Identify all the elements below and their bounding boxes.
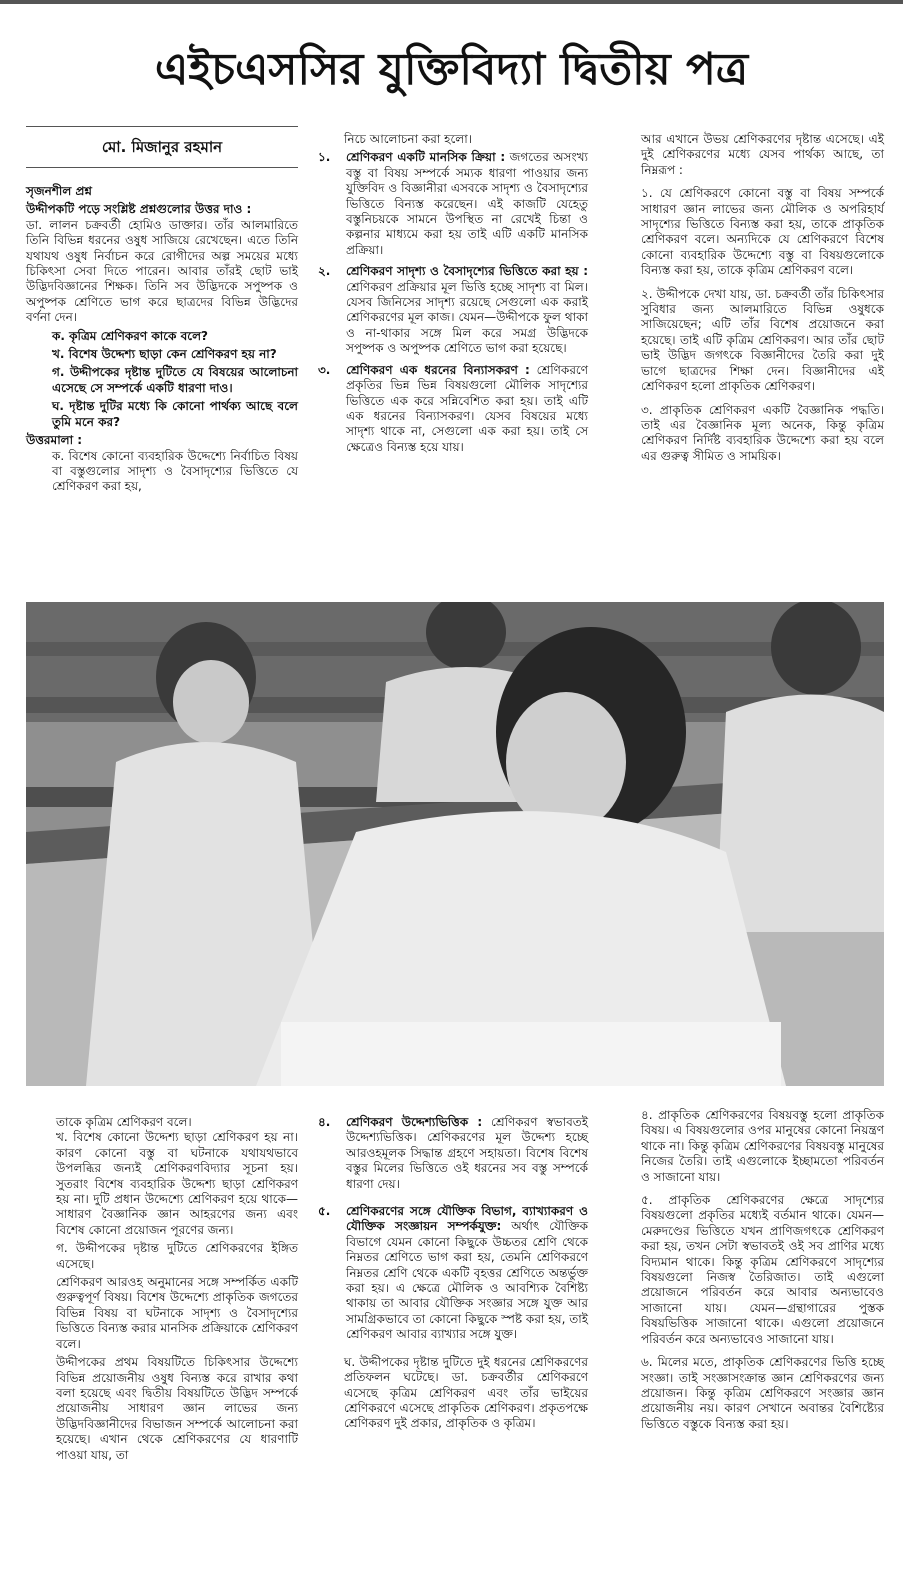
- question-gh: ঘ. দৃষ্টান্ত দুটির মধ্যে কি কোনো পার্থক্য আছে বলে তুমি মনে কর?: [52, 399, 298, 429]
- paragraph: শ্রেণিকরণ আরওহ অনুমানের সঙ্গে সম্পর্কিত একটি গুরুত্বপূর্ণ বিষয়। বিশেষ উদ্দেশ্যে প্রাকৃতিক জগতের বিভিন্ন বিষয় বা ঘটনাকে সাদৃশ্য ও বৈসাদৃশ্যের ভিত্তিতে বিন্যস্ত করার মানসিক প্রক্রিয়াকে শ্রেণিকরণ বলে।: [56, 1275, 298, 1351]
- section-heading: সৃজনশীল প্রশ্ন: [26, 184, 92, 198]
- paragraph: খ. বিশেষ কোনো উদ্দেশ্য ছাড়া শ্রেণিকরণ হয় না। কারণ কোনো বস্তু বা ঘটনাকে যথাযথভাবে উপলব্ধির জন্যই শ্রেণিকরণবিদ্যার সূচনা হয়। সুতরাং বিশেষ ব্যবহারিক উদ্দেশ্য ছাড়া শ্রেণিকরণ হয় না। দুটি প্রধান উদ্দেশ্যে শ্রেণিকরণ হয়ে থাকে—সাধারণ বৈজ্ঞানিক জ্ঞান আহরণের জন্য এবং বিশেষ কোনো প্রয়োজন পূরণের জন্য।: [56, 1130, 298, 1237]
- question-g: গ. উদ্দীপকের দৃষ্টান্ত দুটিতে যে বিষয়ের আলোচনা এসেছে সে সম্পর্কে একটি ধারণা দাও।: [52, 365, 298, 395]
- photo-illustration-icon: [26, 602, 884, 1086]
- item-text: শ্রেণিকরণ স্বভাবতই উদ্দেশ্যভিত্তিক। শ্রেণিকরণের মূল উদ্দেশ্য হচ্ছে আরওহমূলক সিদ্ধান্ত গ্রহণে সহায়তা। বিশেষ বিশেষ বস্তুর মিলের ভিত্তিতে ওই ধরনের সব বস্তু সম্পর্কে ধারণা দেয়।: [346, 1115, 588, 1191]
- paragraph: ৩. প্রাকৃতিক শ্রেণিকরণ একটি বৈজ্ঞানিক পদ্ধতি। তাই এর বৈজ্ঞানিক মূল্য অনেক, কিন্তু কৃত্রিম শ্রেণিকরণ নির্দিষ্ট ব্যবহারিক উদ্দেশ্যে করা হয় বলে এর গুরুত্ব সীমিত ও সাময়িক।: [641, 402, 884, 463]
- paragraph: ২. উদ্দীপকে দেখা যায়, ডা. চক্রবর্তী তাঁর চিকিৎসার সুবিধার জন্য আলমারিতে বিভিন্ন ওষুধকে সাজিয়েছেন; এটি তাঁর বিশেষ প্রয়োজনে করা হয়েছে। তাই এটি কৃত্রিম শ্রেণিকরণ। আর তাঁর ছোট ভাই উদ্ভিদ জগৎকে বিজ্ঞানীদের তৈরি করা দুই ভাগে ছাত্রদের শিক্ষা দেন। বিজ্ঞানীদের এই শ্রেণিকরণ হলো প্রাকৃতিক শ্রেণিকরণ।: [641, 286, 884, 394]
- paragraph: তাকে কৃত্রিম শ্রেণিকরণ বলে।: [56, 1115, 192, 1129]
- question-k: ক. কৃত্রিম শ্রেণিকরণ কাকে বলে?: [52, 328, 209, 343]
- item-number: ২.: [318, 264, 331, 279]
- item-text: জগতের অসংখ্য বস্তু বা বিষয় সম্পর্কে সম্যক ধারণা পাওয়ার জন্য যুক্তিবিদ ও বিজ্ঞানীরা এসবকে সাদৃশ্য ও বৈসাদৃশ্যের ভিত্তিতে বিন্যস্ত করেছেন। এই কাজটি যেহেতু বস্তুনিচয়কে সামনে উপস্থিত না রেখেই চিন্তা ও কল্পনার মাধ্যমে করা হয় তাই এটি একটি মানসিক প্রক্রিয়া।: [346, 150, 588, 257]
- item-number: ৩.: [318, 362, 331, 377]
- question-kh: খ. বিশেষ উদ্দেশ্য ছাড়া কেন শ্রেণিকরণ হয় না?: [52, 347, 277, 362]
- column-1-bottom: [56, 1115, 298, 1466]
- column-2-bottom: [318, 1115, 588, 1435]
- list-item: [318, 264, 588, 356]
- column-3-bottom: [641, 1108, 884, 1435]
- item-heading: শ্রেণিকরণ উদ্দেশ্যভিত্তিক :: [346, 1115, 483, 1129]
- instruction: উদ্দীপকটি পড়ে সংশ্লিষ্ট প্রশ্নগুলোর উত্তর দাও :: [26, 202, 252, 217]
- paragraph: আর এখানে উভয় শ্রেণিকরণের দৃষ্টান্ত এসেছে। এই দুই শ্রেণিকরণের মধ্যে যেসব পার্থক্য আছে, তা নিম্নরূপ :: [641, 132, 884, 177]
- item-text: শ্রেণিকরণে প্রকৃতির ভিন্ন ভিন্ন বিষয়গুলো মৌলিক সাদৃশ্যের ভিত্তিতে এক করে সন্নিবেশিত করা হয়। তাই এটি এক ধরনের বিন্যাসকরণ। যেসব বিষয়ের মধ্যে সাদৃশ্য থাকে না, সেগুলো এক করা হয়। তাই সে ক্ষেত্রেও বিন্যস্ত হয়ে যায়।: [346, 362, 588, 454]
- column-2-top: [318, 132, 588, 461]
- item-number: ৪.: [318, 1115, 331, 1129]
- column-1-top: [26, 126, 298, 498]
- item-number: ৫.: [318, 1204, 331, 1219]
- item-number: ১.: [318, 150, 331, 165]
- paragraph: ৫. প্রাকৃতিক শ্রেণিকরণের ক্ষেত্রে সাদৃশ্যের বিষয়গুলো প্রকৃতির মধ্যেই বর্তমান থাকে। যেমন—মেরুদণ্ডের ভিত্তিতে যখন প্রাণিজগৎকে শ্রেণিকরণ করা হয়, তখন সেটা স্বভাবতই ওই সব প্রাণির মধ্যে বিদ্যমান থাকে। কিন্তু কৃত্রিম শ্রেণিকরণে সাদৃশ্যের বিষয়গুলো নিজস্ব তৈরিজাত। তাই এগুলো প্রয়োজনে পরিবর্তন করে আবার অন্যভাবেও সাজানো যায়। যেমন—গ্রন্থাগারের পুস্তক বিষয়ভিত্তিক সাজানো থাকে। এগুলো প্রয়োজনে পরিবর্তন করে অন্যভাবেও সাজানো যায়।: [641, 1193, 884, 1346]
- item-text: অর্থাৎ যৌক্তিক বিভাগে যেমন কোনো কিছুকে উচ্চতর শ্রেণি থেকে নিম্নতর শ্রেণিতে ভাগ করা হয়, তেমনি শ্রেণিকরণে নিম্নতর শ্রেণি থেকে একটি বৃহত্তর শ্রেণিতে অন্তর্ভুক্ত করা হয়। এ ক্ষেত্রে মৌলিক ও আবশ্যিক বৈশিষ্ট্য থাকায় তা আবার যৌক্তিক সংজ্ঞার সঙ্গে যুক্ত আর সামগ্রিকভাবে তা কোনো কিছুকে স্পষ্ট করা হয়, তাই শ্রেণিকরণ আবার ব্যাখ্যার সঙ্গে যুক্ত।: [346, 1219, 588, 1342]
- item-heading: শ্রেণিকরণ এক ধরনের বিন্যাসকরণ :: [346, 362, 530, 377]
- item-heading: শ্রেণিকরণ সাদৃশ্য ও বৈসাদৃশ্যের ভিত্তিতে করা হয় :: [346, 264, 588, 279]
- item-heading: শ্রেণিকরণ একটি মানসিক ক্রিয়া :: [346, 150, 506, 165]
- list-item: [318, 150, 588, 258]
- answers-label: উত্তরমালা :: [26, 433, 83, 448]
- list-item: [318, 1115, 588, 1192]
- paragraph: উদ্দীপকের প্রথম বিষয়টিতে চিকিৎসার উদ্দেশ্যে বিভিন্ন প্রয়োজনীয় ওষুধ বিন্যস্ত করে রাখার কথা বলা হয়েছে এবং দ্বিতীয় বিষয়টিতে উদ্ভিদ সম্পর্কে প্রয়োজনীয় সাধারণ জ্ঞান লাভের জন্য উদ্ভিদবিজ্ঞানীদের বিভাজন সম্পর্কে আলোচনা করা হয়েছে। এখান থেকে শ্রেণিকরণের যে ধারণাটি পাওয়া যায়, তা: [56, 1355, 298, 1462]
- answer-k: ক. বিশেষ কোনো ব্যবহারিক উদ্দেশ্যে নির্বাচিত বিষয় বা বস্তুগুলোর সাদৃশ্য ও বৈসাদৃশ্যের ভিত্তিতে যে শ্রেণিকরণ করা হয়,: [52, 448, 298, 494]
- item-text: শ্রেণিকরণ প্রক্রিয়ার মূল ভিত্তি হচ্ছে সাদৃশ্য বা মিল। যেসব জিনিসের সাদৃশ্য রয়েছে সেগুলো এক করাই শ্রেণিকরণের মূল কাজ। যেমন—উদ্দীপকে ফুল থাকা ও না-থাকার সঙ্গে মিল করে সমগ্র উদ্ভিদকে সপুষ্পক ও অপুষ্পক শ্রেণিতে ভাগ করা হয়েছে।: [346, 279, 588, 356]
- paragraph: গ. উদ্দীপকের দৃষ্টান্ত দুটিতে শ্রেণিকরণের ইঙ্গিত এসেছে।: [56, 1241, 298, 1271]
- lead-text: নিচে আলোচনা করা হলো।: [344, 132, 473, 146]
- stimulus-text: ডা. লালন চক্রবর্তী হোমিও ডাক্তার। তাঁর আলমারিতে তিনি বিভিন্ন ধরনের ওষুধ সাজিয়ে রেখেছেন। এতে তিনি যথাযথ ওষুধ নির্বাচন করে রোগীদের অল্প সময়ের মধ্যে চিকিৎসা সেবা দিতে পারেন। আবার তাঁরই ছোট ভাই উদ্ভিদবিজ্ঞানের শিক্ষক। তিনি সব উদ্ভিদকে সপুষ্পক ও অপুষ্পক শ্রেণিতে ভাগ করে ছাত্রদের বিভিন্ন উদ্ভিদের বর্ণনা দেন।: [26, 217, 298, 325]
- list-item: [318, 363, 588, 455]
- exam-hall-photo: [26, 602, 884, 1086]
- list-item: [318, 1204, 588, 1343]
- paragraph: ১. যে শ্রেণিকরণে কোনো বস্তু বা বিষয় সম্পর্কে সাধারণ জ্ঞান লাভের জন্য মৌলিক ও অপরিহার্য সাদৃশ্যের ভিত্তিতে বিন্যস্ত করা হয়, তাকে প্রাকৃতিক শ্রেণিকরণ বলে। অন্যদিকে যে শ্রেণিকরণে বিশেষ কোনো ব্যবহারিক উদ্দেশ্যে বস্তু বা বিষয়গুলোকে বিন্যস্ত করা হয়, তাকে কৃত্রিম শ্রেণিকরণ বলে।: [641, 186, 884, 278]
- item-heading: শ্রেণিকরণের সঙ্গে যৌক্তিক বিভাগ, ব্যাখ্যাকরণ ও যৌক্তিক সংজ্ঞায়ন সম্পর্কযুক্ত:: [346, 1204, 588, 1234]
- page-title: এইচএসসির যুক্তিবিদ্যা দ্বিতীয় পত্র: [154, 44, 749, 95]
- author-byline: মো. মিজানুর রহমান: [26, 126, 298, 168]
- column-3-top: [641, 132, 884, 467]
- paragraph: ৬. মিলের মতে, প্রাকৃতিক শ্রেণিকরণের ভিত্তি হচ্ছে সংজ্ঞা। তাই সংজ্ঞাসংক্রান্ত জ্ঞান শ্রেণিকরণের জন্য প্রয়োজন। কিন্তু কৃত্রিম শ্রেণিকরণে সংজ্ঞার জ্ঞান প্রয়োজনীয় নয়। কারণ সেখানে অবান্তর বৈশিষ্ট্যের ভিত্তিতে বস্তুকে বিন্যস্ত করা হয়।: [641, 1355, 884, 1431]
- top-rule: [0, 0, 903, 4]
- answer-gh: ঘ. উদ্দীপকের দৃষ্টান্ত দুটিতে দুই ধরনের শ্রেণিকরণের প্রতিফলন ঘটেছে। ডা. চক্রবর্তীর শ্রেণিকরণে এসেছে কৃত্রিম শ্রেণিকরণ এবং তাঁর ভাইয়ের শ্রেণিকরণে এসেছে প্রাকৃতিক শ্রেণিকরণ। প্রকৃতপক্ষে শ্রেণিকরণ দুই প্রকার, প্রাকৃতিক ও কৃত্রিম।: [344, 1354, 588, 1431]
- paragraph: ৪. প্রাকৃতিক শ্রেণিকরণের বিষয়বস্তু হলো প্রাকৃতিক বিষয়। এ বিষয়গুলোর ওপর মানুষের কোনো নিয়ন্ত্রণ থাকে না। কিন্তু কৃত্রিম শ্রেণিকরণের বিষয়বস্তু মানুষের নিজের তৈরি। তাই এগুলোকে ইচ্ছামতো পরিবর্তন ও সাজানো যায়।: [641, 1108, 884, 1184]
